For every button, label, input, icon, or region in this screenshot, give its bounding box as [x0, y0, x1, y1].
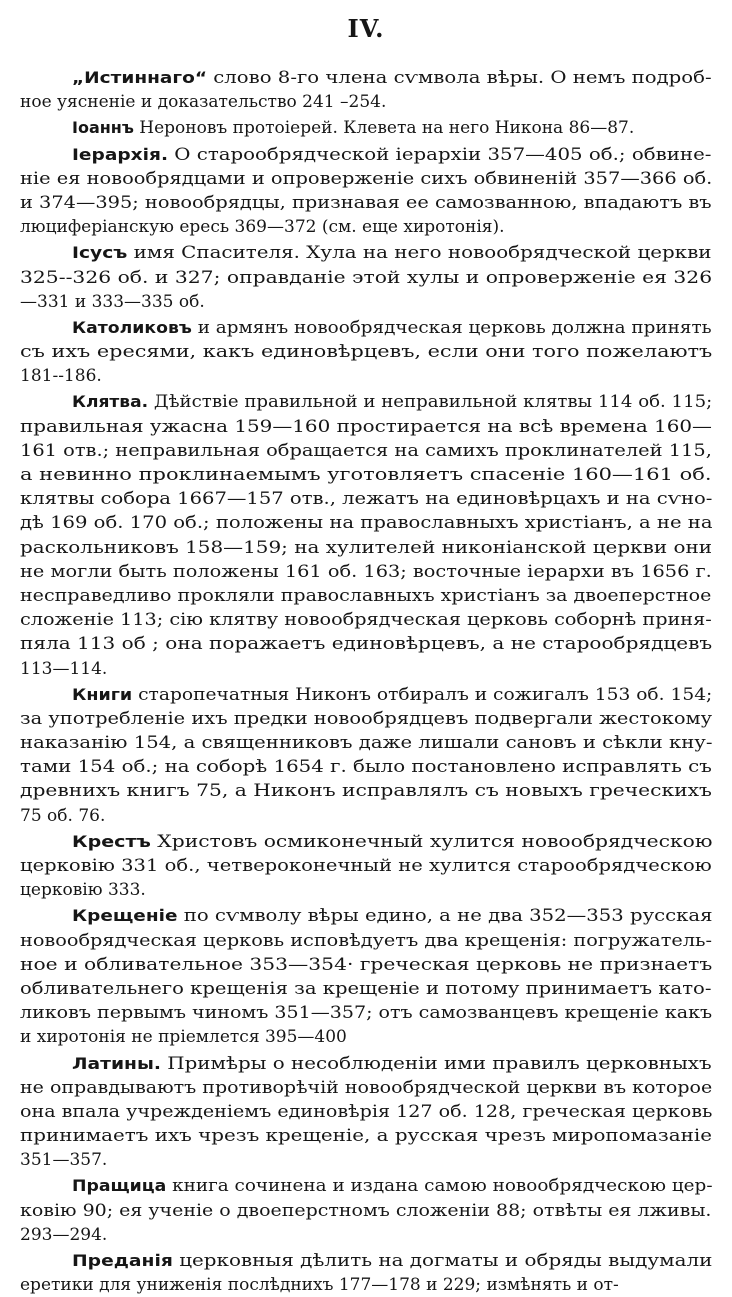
entry-line: [0, 143, 712, 167]
entry-line: [0, 191, 712, 215]
entry-line: [0, 364, 712, 388]
entry-line: [0, 1199, 712, 1223]
entry-term: Католиковъ: [72, 317, 192, 337]
index-entry: [0, 390, 732, 680]
entry-line: [0, 929, 712, 953]
entry-term: Пращица: [72, 1176, 167, 1196]
entry-term: Латины.: [72, 1053, 161, 1073]
entry-line: [0, 878, 712, 902]
entry-line: [0, 1148, 712, 1172]
entry-text: 113—114.: [20, 658, 108, 679]
entry-line: [0, 415, 712, 439]
entry-line: [0, 1273, 712, 1297]
entry-text: обливательнего крещенія за крещеніе и потому принимаетъ като-: [20, 978, 712, 999]
entry-line: [0, 560, 712, 584]
entry-text: и хиротонія не пріемлется 395—400: [20, 1027, 347, 1048]
entry-text: О старообрядческой іерархіи 357—405 об.; обвине-: [174, 144, 712, 165]
entry-text: съ ихъ ересями, какъ единовѣрцевъ, если они того пожелаютъ: [20, 342, 713, 363]
entry-line: [0, 1100, 712, 1124]
entry-line: [0, 1076, 712, 1100]
entry-term: Іерархія.: [72, 144, 169, 164]
entry-text: не оправдываютъ противорѣчій новообрядческой церкви въ которое: [20, 1077, 713, 1098]
entry-text: наказанію 154, а священниковъ даже лишали сановъ и сѣкли кну-: [20, 733, 713, 754]
index-entry: [0, 1174, 732, 1247]
entry-line: [0, 511, 712, 535]
entry-text: она впала учрежденіемъ единовѣрія 127 об. 128, греческая церковь: [20, 1101, 713, 1122]
entry-line: [0, 90, 712, 114]
index-entry: [0, 1052, 732, 1173]
entry-text: 181--186.: [20, 366, 102, 387]
entry-line: [0, 953, 712, 977]
entry-text: не могли быть положены 161 об. 163; восточные іерархи въ 1656 г.: [20, 561, 712, 582]
entry-text: ніе ея новообрядцами и опроверженіе сихъ обвиненій 357—366 об.: [20, 168, 713, 189]
entry-text: по сѵмволу вѣры едино, а не два 352—353 русская: [183, 906, 713, 927]
entry-text: слово 8-го члена сѵмвола вѣры. О немъ подроб-: [213, 68, 712, 88]
entry-text: старопечатныя Никонъ отбиралъ и сожигалъ 153 об. 154;: [138, 684, 713, 705]
entry-line: [0, 854, 712, 878]
entry-text: тами 154 об.; на соборѣ 1654 г. было постановлено исправлять съ: [20, 757, 712, 778]
entry-line: [0, 1223, 712, 1247]
entry-text: новообрядческая церковь исповѣдуетъ два крещенія: погружатель-: [20, 930, 713, 951]
entry-text: а невинно проклинаемымъ уготовляетъ спасеніе 160—161 об.: [20, 465, 712, 485]
entry-term: Клятва.: [72, 392, 149, 412]
index-entry: [0, 116, 732, 140]
entry-text: Дѣйствіе правильной и неправильной клятвы 114 об. 115;: [153, 392, 713, 413]
entry-text: 75 об. 76.: [20, 805, 106, 826]
entry-line: [0, 977, 712, 1001]
entry-text: сложеніе 113; сію клятву новообрядческая церковь соборнѣ приня-: [20, 610, 712, 631]
entry-text: Примѣры о несоблюденіи ими правилъ церковныхъ: [167, 1053, 712, 1074]
entry-text: и 374—395; новообрядцы, признавая ее самозванною, впадаютъ въ: [20, 192, 712, 213]
entry-text: правильная ужасна 159—160 простирается на всѣ времена 160—: [20, 416, 712, 437]
entry-text: еретики для униженія послѣднихъ 177—178 и 229; измѣнять и от-: [20, 1275, 619, 1296]
entry-text: Нероновъ протоіерей. Клевета на него Никона 86—87.: [139, 118, 635, 139]
entry-term: Іоаннъ: [72, 118, 134, 138]
entry-text: —331 и 333—335 об.: [20, 291, 205, 312]
index-entry: [0, 904, 732, 1049]
index-entry: [0, 241, 732, 314]
entry-line: [0, 66, 712, 90]
entry-text: Христовъ осмиконечный хулится новообрядческою: [157, 831, 713, 852]
entry-text: древнихъ книгъ 75, а Никонъ исправлялъ съ новыхъ греческихъ: [20, 781, 712, 802]
entry-text: 325--326 об. и 327; оправданіе этой хулы и опроверженіе ея 326: [20, 267, 713, 288]
index-entries: [0, 66, 732, 1297]
entry-line: [0, 904, 712, 928]
entry-text: несправедливо прокляли православныхъ христіанъ за двоеперстное: [20, 585, 712, 606]
index-entry: [0, 66, 732, 114]
entry-line: [0, 167, 712, 191]
entry-line: [0, 487, 712, 511]
entry-text: ковію 90; ея ученіе о двоеперстномъ сложеніи 88; отвѣты ея лживы.: [20, 1200, 712, 1221]
entry-text: 293—294.: [20, 1224, 108, 1245]
entry-text: за употребленіе ихъ предки новообрядцевъ подвергали жестокому: [20, 708, 713, 729]
entry-term: Крещеніе: [72, 906, 178, 926]
entry-text: церковію 331 об., четвероконечный не хулится старообрядческою: [20, 856, 712, 876]
page-number: IV.: [347, 14, 385, 43]
index-entry: [0, 830, 732, 903]
entry-term: Крестъ: [72, 831, 151, 851]
entry-line: [0, 439, 712, 463]
entry-line: [0, 683, 712, 707]
index-entry: [0, 683, 732, 828]
entry-text: имя Спасителя. Хула на него новообрядческой церкви: [133, 243, 712, 264]
index-entry: [0, 316, 732, 389]
entry-term: Ісусъ: [72, 243, 128, 263]
index-entry: [0, 1249, 732, 1297]
entry-line: [0, 804, 712, 828]
entry-line: [0, 779, 712, 803]
entry-line: [0, 536, 712, 560]
entry-line: [0, 657, 712, 681]
entry-line: [0, 731, 712, 755]
entry-line: [0, 1249, 712, 1273]
entry-line: [0, 241, 712, 265]
entry-text: принимаетъ ихъ чрезъ крещеніе, а русская чрезъ миропомазаніе: [20, 1126, 712, 1147]
entry-text: 161 отв.; неправильная обращается на самихъ проклинателей 115,: [20, 440, 712, 461]
entry-text: пяла 113 об ; она поражаетъ единовѣрцевъ, а не старообрядцевъ: [20, 634, 713, 655]
entry-line: [0, 1124, 712, 1148]
entry-text: церковныя дѣлить на догматы и обряды выдумали: [179, 1251, 713, 1271]
entry-text: книга сочинена и издана самою новообрядческою цер-: [172, 1176, 713, 1197]
entry-line: [0, 463, 712, 487]
entry-line: [0, 290, 712, 314]
entry-line: [0, 584, 712, 608]
entry-line: [0, 608, 712, 632]
entry-line: [0, 316, 712, 340]
entry-text: ное и обливательное 353—354· греческая церковь не признаетъ: [20, 954, 713, 975]
entry-line: [0, 1001, 712, 1025]
entry-text: раскольниковъ 158—159; на хулителей никоніанской церкви они: [20, 537, 713, 558]
entry-line: [0, 707, 712, 731]
entry-term: „Истиннаго“: [72, 68, 208, 87]
entry-text: и армянъ новообрядческая церковь должна принять: [197, 317, 712, 338]
entry-line: [0, 215, 712, 239]
entry-line: [0, 390, 712, 414]
entry-line: [0, 1025, 712, 1049]
entry-line: [0, 340, 712, 364]
entry-line: [0, 1174, 712, 1198]
entry-text: дѣ 169 об. 170 об.; положены на православныхъ христіанъ, а не на: [20, 513, 713, 534]
entry-text: клятвы собора 1667—157 отв., лежатъ на единовѣрцахъ и на сѵно-: [20, 489, 713, 510]
entry-line: [0, 632, 712, 656]
index-entry: [0, 143, 732, 240]
entry-line: [0, 116, 712, 140]
entry-text: ное уясненіе и доказательство 241 –254.: [20, 92, 387, 113]
entry-term: Книги: [72, 684, 133, 704]
entry-line: [0, 830, 712, 854]
entry-text: люциферіанскую ересь 369—372 (см. еще хиротонія).: [20, 217, 505, 238]
entry-term: Преданія: [72, 1251, 173, 1270]
entry-text: церковію 333.: [20, 880, 146, 901]
entry-line: [0, 1052, 712, 1076]
entry-text: 351—357.: [20, 1150, 108, 1171]
entry-line: [0, 266, 712, 290]
entry-line: [0, 755, 712, 779]
entry-text: ликовъ первымъ чиномъ 351—357; отъ самозванцевъ крещеніе какъ: [20, 1003, 713, 1024]
